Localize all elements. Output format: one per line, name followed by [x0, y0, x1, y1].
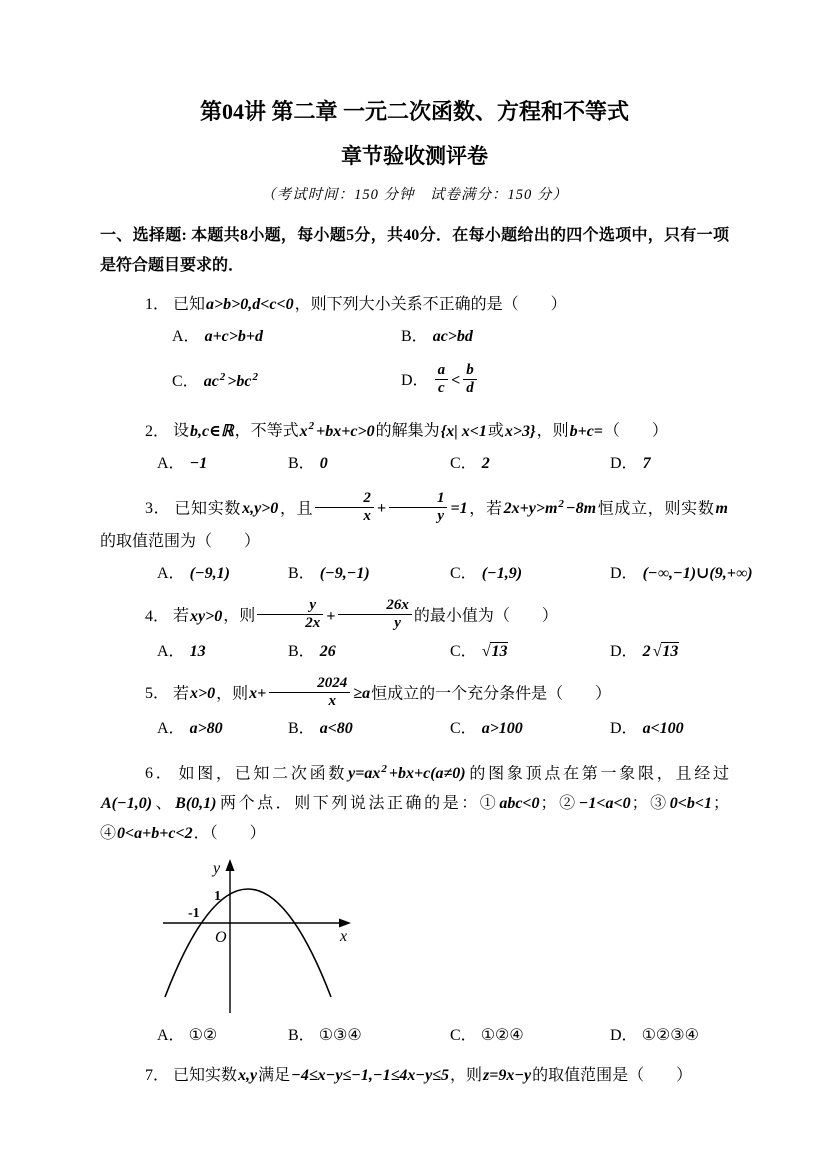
math-run: 2: [642, 642, 651, 660]
option-label: D．: [610, 1027, 638, 1045]
text-run: 、: [153, 795, 175, 813]
text-run: 设: [173, 422, 190, 440]
x-axis-label: x: [340, 928, 348, 946]
option-1-C: [172, 364, 401, 400]
math-run: (−1,9): [481, 565, 523, 583]
math-run: +: [376, 500, 386, 518]
option-2-C: [450, 451, 610, 477]
y-axis-label: y: [213, 860, 221, 878]
math-run: a<100: [642, 720, 684, 738]
question-number: 6．: [145, 765, 175, 783]
option-label: D．: [610, 565, 638, 583]
math-run: ≥a: [353, 685, 371, 703]
question-number: 3．: [145, 500, 171, 518]
text-run: 若: [173, 685, 190, 703]
math-run: a<80: [319, 720, 353, 738]
question-number: 2．: [145, 422, 170, 440]
text-run: ，不等式: [234, 422, 299, 440]
option-label: B．: [288, 565, 315, 583]
text-run: ；④: [100, 795, 729, 843]
question-number: 5．: [145, 685, 170, 703]
fraction-denominator: y: [437, 507, 445, 524]
question-1: [100, 290, 729, 400]
option-6-A: [157, 1023, 288, 1049]
math-run: (−9,1): [189, 565, 230, 583]
math-run: 0: [319, 454, 328, 472]
fraction-denominator: x: [328, 692, 337, 709]
text-run: ，则: [449, 1067, 482, 1085]
option-label: B．: [288, 720, 315, 738]
math-run: =1: [450, 500, 468, 518]
fraction: [315, 490, 374, 526]
math-run: 7: [642, 454, 651, 472]
text-run: ，则: [223, 607, 256, 625]
text-run: 的取值范围为（ ）: [100, 533, 261, 551]
question-2: [100, 411, 729, 476]
math-run: y=ax: [348, 765, 381, 783]
fraction-numerator: b: [463, 362, 477, 380]
question-number: 1．: [145, 295, 170, 313]
option-3-B: [288, 561, 450, 587]
section-header: 一、选择题: 本题共8小题，每小题5分，共40分．在每小题给出的四个选项中，只有一项是符合题目要求的．: [100, 226, 729, 274]
math-run: b+c=: [569, 422, 603, 440]
exam-meta: （考试时间：150 分钟 试卷满分：150 分）: [261, 186, 568, 203]
option-5-C: [450, 716, 610, 742]
math-run: +bx+c(a≠0): [388, 765, 466, 783]
option-label: A．: [157, 454, 185, 472]
question-stem: [100, 754, 729, 849]
option-label: A．: [157, 642, 185, 660]
text-run: 的解集为: [375, 422, 440, 440]
math-run: <: [451, 372, 461, 390]
option-6-B: [288, 1023, 450, 1049]
math-superscript: 2: [381, 763, 387, 776]
function-graph: [155, 857, 729, 1019]
math-run: x,y>0: [242, 500, 279, 518]
fraction-denominator: x: [363, 507, 371, 524]
math-run: x,y: [238, 1067, 258, 1085]
option-row: [100, 639, 729, 665]
math-superscript: 2: [219, 370, 226, 383]
math-run: B(0,1): [175, 795, 217, 813]
option-label: C．: [450, 1027, 477, 1045]
option-5-D: [610, 716, 729, 742]
page-title: 第04讲 第二章 一元二次函数、方程和不等式: [199, 99, 629, 124]
math-run: (−∞,−1)∪(9,+∞): [642, 565, 753, 583]
radicand: 13: [662, 642, 679, 660]
option-label: D．: [610, 642, 638, 660]
option-6-D: [610, 1023, 729, 1049]
text-run: ，则: [216, 685, 249, 703]
option-label: C．: [450, 642, 477, 660]
fraction: [389, 490, 448, 526]
math-run: x>3}: [504, 422, 536, 440]
option-label: D．: [610, 454, 638, 472]
question-3: [100, 489, 753, 587]
y-intercept-label: 1: [214, 889, 221, 905]
option-row: [100, 451, 729, 477]
math-run: m: [715, 500, 728, 518]
option-label: C．: [450, 720, 477, 738]
option-label: B．: [401, 327, 428, 345]
option-5-A: [157, 716, 288, 742]
option-4-A: [157, 639, 288, 665]
option-6-C: [450, 1023, 610, 1049]
math-run: abc<0: [499, 795, 540, 813]
question-6: [100, 754, 729, 1049]
question-stem: [100, 489, 729, 557]
option-row: [100, 716, 729, 742]
text-run: 已知实数: [174, 500, 242, 518]
option-label: A．: [157, 720, 185, 738]
text-run: 若: [173, 607, 190, 625]
x-axis-arrow-icon: [339, 919, 351, 928]
math-run: 0<b<1: [669, 795, 712, 813]
fraction: [338, 597, 412, 633]
question-number: 4．: [145, 607, 170, 625]
math-run: ac>bd: [432, 327, 473, 345]
question-stem: [100, 411, 729, 446]
math-run: ac: [203, 373, 219, 391]
question-stem: [100, 599, 729, 635]
fraction-denominator: y: [394, 615, 401, 632]
text-run: 已知实数: [173, 1067, 238, 1085]
page-subtitle: 章节验收测评卷: [341, 143, 488, 168]
math-run: +bx+c>0: [316, 422, 375, 440]
question-stem: [100, 674, 729, 713]
fraction: [435, 362, 449, 398]
option-row: [100, 1023, 729, 1049]
option-label: C．: [450, 454, 477, 472]
text-run: ①②: [188, 1027, 218, 1045]
text-run: （ ）: [603, 422, 668, 440]
text-run: 或: [487, 422, 504, 440]
fraction: [269, 675, 350, 711]
option-5-B: [288, 716, 450, 742]
option-row: [100, 561, 753, 587]
fraction-numerator: y: [257, 597, 323, 615]
option-3-A: [157, 561, 288, 587]
text-run: 已知: [173, 295, 206, 313]
x-intercept-label: -1: [188, 906, 200, 922]
math-run: a+c>b+d: [204, 327, 264, 345]
question-stem: [100, 1061, 729, 1091]
math-run: 0<a+b+c<2: [117, 825, 193, 843]
text-run: 如图，已知二次函数: [178, 765, 348, 783]
fraction-numerator: a: [435, 362, 449, 380]
text-run: ；②: [540, 795, 578, 813]
math-run: a>b>0,d<c<0: [206, 295, 294, 313]
fraction-numerator: 26x: [338, 597, 412, 615]
option-4-B: [288, 639, 450, 665]
option-3-D: [610, 561, 754, 587]
square-root: √13: [652, 642, 679, 660]
option-row: [100, 324, 729, 400]
radicand: 13: [491, 642, 508, 660]
text-run: ①②③④: [641, 1027, 699, 1045]
origin-label: O: [215, 929, 227, 947]
math-run: 26: [319, 642, 336, 660]
math-run: >bc: [227, 373, 252, 391]
text-run: 的最小值为（ ）: [413, 607, 558, 625]
text-run: 两个点．则下列说法正确的是：①: [217, 795, 499, 813]
text-run: ，则: [536, 422, 569, 440]
text-run: ，且: [279, 500, 314, 518]
option-label: A．: [172, 327, 200, 345]
math-run: 2x+y>m: [503, 500, 558, 518]
option-4-C: [450, 639, 610, 665]
question-7: [100, 1061, 729, 1091]
math-run: (−9,−1): [319, 565, 370, 583]
math-run: z=9x−y: [482, 1067, 532, 1085]
text-run: ，若: [468, 500, 503, 518]
fraction: [257, 597, 323, 633]
option-label: C．: [172, 373, 199, 391]
option-3-C: [450, 561, 610, 587]
option-4-D: [610, 639, 729, 665]
fraction-numerator: 2: [315, 490, 374, 508]
text-run: ①③④: [318, 1027, 362, 1045]
option-2-B: [288, 451, 450, 477]
math-run: x>0: [190, 685, 216, 703]
fraction-numerator: 2024: [269, 675, 350, 693]
math-run: −8m: [565, 500, 597, 518]
math-run: a>100: [481, 720, 523, 738]
fraction-denominator: d: [466, 380, 474, 397]
math-run: −4≤x−y≤−1,−1≤4x−y≤5: [291, 1067, 449, 1085]
option-2-A: [157, 451, 288, 477]
option-1-D: [401, 361, 729, 400]
question-list: [100, 290, 753, 1092]
text-run: 恒成立，则实数: [597, 500, 715, 518]
option-2-D: [610, 451, 729, 477]
fraction-denominator: 2x: [305, 615, 321, 632]
option-label: A．: [157, 1027, 185, 1045]
math-run: 13: [189, 642, 206, 660]
math-run: x: [299, 422, 308, 440]
text-run: ①②④: [480, 1027, 524, 1045]
math-run: 2: [481, 454, 490, 472]
math-run: {x| x<1: [440, 422, 487, 440]
math-run: x+: [249, 685, 267, 703]
math-run: +: [326, 607, 336, 625]
option-label: C．: [450, 565, 477, 583]
math-superscript: 2: [308, 420, 315, 433]
text-run: ，则下列大小关系不正确的是（ ）: [294, 295, 567, 313]
math-run: b,c∈ℝ: [190, 422, 234, 440]
fraction-numerator: 1: [389, 490, 448, 508]
text-run: 的图象顶点在第一象限，且经过: [466, 765, 729, 783]
question-4: [100, 599, 729, 665]
text-run: 的取值范围是（ ）: [532, 1067, 693, 1085]
text-run: ；③: [631, 795, 669, 813]
math-run: −1: [189, 454, 208, 472]
option-label: B．: [288, 454, 315, 472]
option-label: B．: [288, 642, 315, 660]
math-run: −1<a<0: [578, 795, 631, 813]
fraction: [463, 362, 477, 398]
option-label: D．: [401, 372, 429, 390]
option-1-A: [172, 324, 401, 350]
question-number: 7．: [145, 1067, 170, 1085]
question-stem: [100, 290, 729, 320]
text-run: ．（ ）: [193, 825, 266, 843]
math-superscript: 2: [558, 497, 564, 510]
math-run: A(−1,0): [101, 795, 153, 813]
math-superscript: 2: [252, 370, 259, 383]
text-run: 恒成立的一个充分条件是（ ）: [371, 685, 612, 703]
option-label: A．: [157, 565, 185, 583]
option-label: D．: [610, 720, 638, 738]
option-label: B．: [288, 1027, 315, 1045]
square-root: √13: [481, 642, 508, 660]
math-run: xy>0: [190, 607, 223, 625]
math-run: a>80: [189, 720, 223, 738]
y-axis-arrow-icon: [226, 859, 235, 871]
fraction-denominator: c: [437, 380, 445, 397]
text-run: 满足: [258, 1067, 291, 1085]
option-1-B: [401, 324, 729, 350]
question-5: [100, 674, 729, 743]
